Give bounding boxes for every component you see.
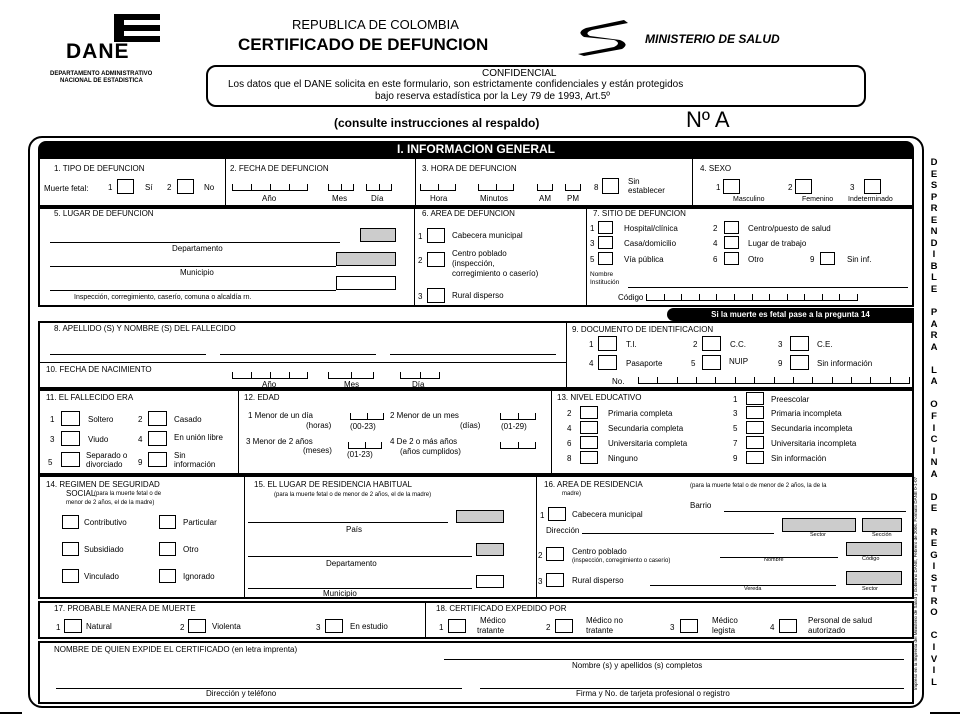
q7-n6: 6 xyxy=(713,255,718,264)
q13-n4: 4 xyxy=(567,424,572,433)
q5-dept-label: Departamento xyxy=(172,244,223,253)
q12-label: 12. EDAD xyxy=(244,393,280,402)
q13-primary-complete-checkbox[interactable] xyxy=(580,406,598,419)
q11-divorced-checkbox[interactable] xyxy=(61,452,80,467)
q7-home-checkbox[interactable] xyxy=(598,236,613,249)
q19-label: NOMBRE DE QUIEN EXPIDE EL CERTIFICADO (en letra imprenta) xyxy=(54,645,298,654)
q4-label: 4. SEXO xyxy=(700,164,732,173)
q16-section-label: Sección xyxy=(872,532,892,538)
q7-hospital-checkbox[interactable] xyxy=(598,221,613,234)
q13-o6: Universitaria completa xyxy=(608,439,688,448)
q16-sector-code[interactable] xyxy=(782,518,856,532)
q6-o1: Cabecera municipal xyxy=(452,231,523,240)
q13-n8: 8 xyxy=(567,454,572,463)
q2-day-label: Día xyxy=(371,194,384,203)
q5-dept-code[interactable] xyxy=(360,228,396,242)
q11-o9a: Sin xyxy=(174,451,186,460)
q3-hour-label: Hora xyxy=(430,194,448,203)
dane-logo xyxy=(64,14,174,74)
q17-n2: 2 xyxy=(180,623,185,632)
q13-n2: 2 xyxy=(567,409,572,418)
q13-secondary-complete-checkbox[interactable] xyxy=(580,421,598,434)
q3-unknown-checkbox[interactable] xyxy=(602,178,619,194)
q2-day-field[interactable] xyxy=(366,181,392,191)
q13-o9: Sin información xyxy=(771,454,827,463)
q7-n5: 5 xyxy=(590,255,595,264)
q7-o1: Hospital/clínica xyxy=(624,224,678,233)
q11-n1: 1 xyxy=(50,415,55,424)
q9-o3: C.E. xyxy=(817,340,833,349)
q11-widowed-checkbox[interactable] xyxy=(61,431,80,446)
q6-o3: Rural disperso xyxy=(452,291,504,300)
q5-label: 5. LUGAR DE DEFUNCION xyxy=(54,209,154,218)
q5-mun-label: Municipio xyxy=(180,268,214,277)
q2-year-label: Año xyxy=(262,194,277,203)
q15-dept-label: Departamento xyxy=(326,559,377,568)
q15-country-code[interactable] xyxy=(456,510,504,523)
q11-single-checkbox[interactable] xyxy=(61,411,80,426)
q18-o4b: autorizado xyxy=(808,626,846,635)
q4-n2: 2 xyxy=(788,183,793,192)
fetal-note: Si la muerte es fetal pase a la pregunta 14 xyxy=(667,308,914,321)
q11-no-info-checkbox[interactable] xyxy=(148,452,167,467)
q6-rural-checkbox[interactable] xyxy=(427,288,445,303)
q4-male-checkbox[interactable] xyxy=(723,179,740,194)
q6-o2a: Centro poblado xyxy=(452,249,507,258)
q13-n3: 3 xyxy=(733,409,738,418)
q18-authorized-checkbox[interactable] xyxy=(779,619,797,633)
q16-n2: 2 xyxy=(538,551,543,560)
q9-number-field[interactable] xyxy=(638,374,910,384)
q7-o2: Centro/puesto de salud xyxy=(748,224,831,233)
q11-married-checkbox[interactable] xyxy=(148,411,167,426)
q16-nombre-label: Nombre xyxy=(764,557,784,563)
q7-o6: Otro xyxy=(748,255,764,264)
q13-o5: Secundaria incompleta xyxy=(771,424,853,433)
q9-ce-checkbox[interactable] xyxy=(790,336,809,351)
q14-subsidized-checkbox[interactable] xyxy=(62,542,79,556)
q11-free-union-checkbox[interactable] xyxy=(148,431,167,446)
q9-o5: NUIP xyxy=(729,357,749,366)
q6-o2c: corregimiento o caserío) xyxy=(452,269,539,278)
q14-o1: Contributivo xyxy=(84,518,127,527)
q9-o2: C.C. xyxy=(730,340,746,349)
q11-o5b: divorciado xyxy=(86,460,123,469)
q13-n9: 9 xyxy=(733,454,738,463)
q16-note1: (para la muerte fetal o de menor de 2 años, la de la xyxy=(690,483,827,489)
q16-label: 16. AREA DE RESIDENCIA xyxy=(544,480,643,489)
q12-a3b: (meses) xyxy=(303,446,332,455)
q13-primary-incomplete-checkbox[interactable] xyxy=(746,406,764,419)
q10-month-label: Mes xyxy=(344,380,360,389)
q11-o9b: información xyxy=(174,460,216,469)
q7-health-center-checkbox[interactable] xyxy=(724,221,739,234)
q7-o4: Lugar de trabajo xyxy=(748,239,807,248)
q10-year-field[interactable] xyxy=(232,369,308,379)
q6-o2b: (inspección, xyxy=(452,259,495,268)
q13-university-complete-checkbox[interactable] xyxy=(580,436,598,449)
q7-n4: 4 xyxy=(713,239,718,248)
q13-o7: Universitaria incompleta xyxy=(771,439,857,448)
q2-label: 2. FECHA DE DEFUNCION xyxy=(230,164,329,173)
q6-urban-checkbox[interactable] xyxy=(427,228,445,243)
q18-treating-checkbox[interactable] xyxy=(448,619,466,633)
q11-n4: 4 xyxy=(138,435,143,444)
section-title: I. INFORMACION GENERAL xyxy=(38,141,914,157)
q9-n9: 9 xyxy=(778,359,783,368)
q1-opt2: No xyxy=(204,183,215,192)
q18-n4: 4 xyxy=(770,623,775,632)
q7-n3: 3 xyxy=(590,239,595,248)
q13-o2: Primaria completa xyxy=(608,409,673,418)
q1-opt2-num: 2 xyxy=(167,183,172,192)
q1-opt1: Sí xyxy=(145,183,153,192)
instructions-note: (consulte instrucciones al respaldo) xyxy=(334,116,540,130)
q18-n2: 2 xyxy=(546,623,551,632)
q13-preschool-checkbox[interactable] xyxy=(746,392,764,405)
q18-n1: 1 xyxy=(439,623,444,632)
q18-o1a: Médico xyxy=(480,616,506,625)
q16-o1: Cabecera municipal xyxy=(572,510,643,519)
q1-label: 1. TIPO DE DEFUNCION xyxy=(54,164,145,173)
q18-o1b: tratante xyxy=(477,626,505,635)
q7-no-info-checkbox[interactable] xyxy=(820,252,835,265)
q11-n2: 2 xyxy=(138,415,143,424)
q18-o3a: Médico xyxy=(712,616,738,625)
q9-nuip-checkbox[interactable] xyxy=(702,355,721,370)
q7-n2: 2 xyxy=(713,224,718,233)
q10-month-field[interactable] xyxy=(328,369,374,379)
q14-private-checkbox[interactable] xyxy=(159,515,176,529)
q4-female-checkbox[interactable] xyxy=(795,179,812,194)
q14-o2: Particular xyxy=(183,518,217,527)
q7-n9: 9 xyxy=(810,255,815,264)
q3-opt-line1: Sin xyxy=(628,177,640,186)
q17-label: 17. PROBABLE MANERA DE MUERTE xyxy=(54,604,196,613)
q15-dept-code[interactable] xyxy=(476,543,504,556)
q7-o3: Casa/domicilio xyxy=(624,239,677,248)
q9-o4: Pasaporte xyxy=(626,359,663,368)
q4-o1: Masculino xyxy=(733,196,765,203)
q8-label: 8. APELLIDO (S) Y NOMBRE (S) DEL FALLECIDO xyxy=(54,324,236,333)
q9-o9: Sin información xyxy=(817,359,873,368)
q2-year-field[interactable] xyxy=(232,181,308,191)
ministry-logo-icon xyxy=(574,16,630,58)
q12-months-field[interactable] xyxy=(348,439,382,449)
q9-ti-checkbox[interactable] xyxy=(598,336,617,351)
q1-opt1-num: 1 xyxy=(108,183,113,192)
q7-inst2: Institución xyxy=(590,279,620,286)
q14-o6: Ignorado xyxy=(183,572,215,581)
q14-o3: Subsidiado xyxy=(84,545,124,554)
q9-o1: T.I. xyxy=(626,340,637,349)
q7-o5: Vía pública xyxy=(624,255,664,264)
q5-inspection-code[interactable] xyxy=(336,276,396,290)
q11-n3: 3 xyxy=(50,435,55,444)
q14-note1: (para la muerte fetal o de xyxy=(94,491,162,497)
q9-n4: 4 xyxy=(589,359,594,368)
q16-rural-sector-code[interactable] xyxy=(846,571,902,585)
q18-nontreating-checkbox[interactable] xyxy=(555,619,573,633)
q12-a1: 1 Menor de un día xyxy=(248,411,313,420)
q16-o2b: (inspección, corregimiento o caserío) xyxy=(572,558,671,564)
q7-street-checkbox[interactable] xyxy=(598,252,613,265)
q9-cc-checkbox[interactable] xyxy=(702,336,721,351)
q9-no-info-checkbox[interactable] xyxy=(790,355,809,370)
q13-o3: Primaria incompleta xyxy=(771,409,842,418)
q3-opt-num: 8 xyxy=(594,183,599,192)
q14-o4: Otro xyxy=(183,545,199,554)
side-vertical-text: D E S P R E N D I B L E P A R A L A O F I C I N A D E R E G I S T R O C I V I L xyxy=(930,157,938,688)
confidential-line1: Los datos que el DANE solicita en este formulario, son estrictamente confidenciales y están protegidos xyxy=(228,79,684,90)
q13-none-checkbox[interactable] xyxy=(580,451,598,464)
q16-note2: madre) xyxy=(562,491,582,497)
q18-o3b: legista xyxy=(712,626,736,635)
q6-village-checkbox[interactable] xyxy=(427,252,445,267)
q12-hours-field[interactable] xyxy=(350,410,384,420)
q9-n3: 3 xyxy=(778,340,783,349)
q11-o1: Soltero xyxy=(88,415,114,424)
q2-month-field[interactable] xyxy=(328,181,354,191)
q9-label: 9. DOCUMENTO DE IDENTIFICACION xyxy=(572,325,714,334)
q3-minutes-field[interactable] xyxy=(478,181,514,191)
q14-ignored-checkbox[interactable] xyxy=(159,569,176,583)
q3-label: 3. HORA DE DEFUNCION xyxy=(422,164,517,173)
q16-n3: 3 xyxy=(538,577,543,586)
q12-a1b: (horas) xyxy=(306,421,332,430)
q7-code-label: Código xyxy=(618,293,644,302)
q10-year-label: Año xyxy=(262,380,277,389)
q16-dir-label: Dirección xyxy=(546,526,580,535)
q18-legist-checkbox[interactable] xyxy=(680,619,698,633)
q14-note2: menor de 2 años, el de la madre) xyxy=(66,500,155,506)
q5-mun-code[interactable] xyxy=(336,252,396,266)
q3-opt-line2: establecer xyxy=(628,186,665,195)
q13-label: 13. NIVEL EDUCATIVO xyxy=(557,393,642,402)
q12-a3: 3 Menor de 2 años xyxy=(246,437,313,446)
q16-urban-checkbox[interactable] xyxy=(548,507,566,521)
q12-years-field[interactable] xyxy=(500,439,536,449)
q12-a2b: (días) xyxy=(460,421,481,430)
q7-label: 7. SITIO DE DEFUNCION xyxy=(593,209,686,218)
q7-code-field[interactable] xyxy=(646,291,858,301)
q18-label: 18. CERTIFICADO EXPEDIDO POR xyxy=(436,604,567,613)
q7-workplace-checkbox[interactable] xyxy=(724,236,739,249)
q19-address-label: Dirección y teléfono xyxy=(206,689,277,698)
dane-dept-line1: DEPARTAMENTO ADMINISTRATIVO xyxy=(50,71,153,77)
q6-label: 6. AREA DE DEFUNCION xyxy=(422,209,515,218)
q12-a2c: (01-29) xyxy=(501,422,527,431)
dane-dept-line2: NACIONAL DE ESTADISTICA xyxy=(60,78,143,84)
q7-inst1: Nombre xyxy=(590,271,614,278)
q9-passport-checkbox[interactable] xyxy=(598,355,617,370)
q9-n2: 2 xyxy=(693,340,698,349)
q16-rural-checkbox[interactable] xyxy=(546,573,564,587)
q3-pm-label: PM xyxy=(567,194,579,203)
q16-o3: Rural disperso xyxy=(572,576,624,585)
confidential-line2: bajo reserva estadística por la Ley 79 de 1993, Art.5º xyxy=(375,91,610,102)
q13-n7: 7 xyxy=(733,439,738,448)
q12-days-field[interactable] xyxy=(500,410,536,420)
q17-o1: Natural xyxy=(86,622,112,631)
q9-n1: 1 xyxy=(589,340,594,349)
q3-am-label: AM xyxy=(539,194,551,203)
q1-prefix: Muerte fetal: xyxy=(44,184,89,193)
q12-a4b: (años cumplidos) xyxy=(400,447,461,456)
q3-minutes-label: Minutos xyxy=(480,194,509,203)
q16-sector-label: Sector xyxy=(810,532,826,538)
q18-o2b: tratante xyxy=(586,626,614,635)
q10-day-field[interactable] xyxy=(400,369,440,379)
q16-village-code[interactable] xyxy=(846,542,902,556)
q13-o1: Preescolar xyxy=(771,395,810,404)
q17-o2: Violenta xyxy=(212,622,241,631)
q18-o4a: Personal de salud xyxy=(808,616,873,625)
q13-no-info-checkbox[interactable] xyxy=(746,451,764,464)
q2-month-label: Mes xyxy=(332,194,348,203)
q7-o9: Sin inf. xyxy=(847,255,872,264)
q16-codigo-label: Código xyxy=(862,556,880,562)
dane-logo-text: DANE xyxy=(66,40,130,63)
q13-o4: Secundaria completa xyxy=(608,424,684,433)
q15-label: 15. EL LUGAR DE RESIDENCIA HABITUAL xyxy=(254,480,412,489)
q11-o3: Viudo xyxy=(88,435,109,444)
q9-n5: 5 xyxy=(691,359,696,368)
q6-n1: 1 xyxy=(418,232,423,241)
q10-day-label: Día xyxy=(412,380,425,389)
q14-label1: 14. REGIMEN DE SEGURIDAD xyxy=(46,480,160,489)
q13-n1: 1 xyxy=(733,395,738,404)
q17-violent-checkbox[interactable] xyxy=(188,619,206,633)
q16-section-code[interactable] xyxy=(862,518,902,532)
q17-natural-checkbox[interactable] xyxy=(64,619,82,633)
q14-o5: Vinculado xyxy=(84,572,119,581)
q3-pm-checkbox[interactable] xyxy=(565,181,581,191)
certificate-title: CERTIFICADO DE DEFUNCION xyxy=(238,35,489,54)
q4-n1: 1 xyxy=(716,183,721,192)
q15-mun-label: Municipio xyxy=(323,589,357,598)
q11-n9: 9 xyxy=(138,458,143,467)
q17-study-checkbox[interactable] xyxy=(325,619,343,633)
q7-other-checkbox[interactable] xyxy=(724,252,739,265)
q9-no-label: No. xyxy=(612,377,625,386)
q1-yes-checkbox[interactable] xyxy=(117,179,134,194)
q19-names-label: Nombre (s) y apellidos (s) completos xyxy=(572,661,703,670)
q17-n3: 3 xyxy=(316,623,321,632)
q4-o2: Femenino xyxy=(802,196,834,203)
q16-village-checkbox[interactable] xyxy=(546,547,564,561)
q3-hour-field[interactable] xyxy=(420,181,456,191)
q11-label: 11. EL FALLECIDO ERA xyxy=(46,393,134,402)
q12-a4: 4 De 2 o más años xyxy=(390,437,458,446)
ministry-name: MINISTERIO DE SALUD xyxy=(645,32,780,46)
q1-no-checkbox[interactable] xyxy=(177,179,194,194)
q4-indeterminate-checkbox[interactable] xyxy=(864,179,881,194)
q16-o2: Centro poblado xyxy=(572,547,627,556)
q18-n3: 3 xyxy=(670,623,675,632)
q16-vereda-label: Vereda xyxy=(744,586,762,592)
q11-n5: 5 xyxy=(48,458,53,467)
q4-o3: Indeterminado xyxy=(848,196,893,203)
q13-university-incomplete-checkbox[interactable] xyxy=(746,436,764,449)
q13-n5: 5 xyxy=(733,424,738,433)
q11-o5a: Separado o xyxy=(86,451,128,460)
q13-secondary-incomplete-checkbox[interactable] xyxy=(746,421,764,434)
q12-a3c: (01-23) xyxy=(347,450,373,459)
q12-a2: 2 Menor de un mes xyxy=(390,411,459,420)
q13-o8: Ninguno xyxy=(608,454,638,463)
q11-o4: En unión libre xyxy=(174,433,223,442)
q13-n6: 6 xyxy=(567,439,572,448)
q12-a1c: (00-23) xyxy=(350,422,376,431)
q3-am-checkbox[interactable] xyxy=(537,181,553,191)
q16-barrio-label: Barrio xyxy=(690,501,712,510)
q7-n1: 1 xyxy=(590,224,595,233)
q15-mun-code[interactable] xyxy=(476,575,504,588)
q11-o2: Casado xyxy=(174,415,202,424)
q10-label: 10. FECHA DE NACIMIENTO xyxy=(46,365,152,374)
confidential-title: CONFIDENCIAL xyxy=(482,68,557,79)
q14-contributive-checkbox[interactable] xyxy=(62,515,79,529)
q18-o2a: Médico no xyxy=(586,616,623,625)
q6-n3: 3 xyxy=(418,292,423,301)
q6-n2: 2 xyxy=(418,256,423,265)
q17-o3: En estudio xyxy=(350,622,388,631)
q4-n3: 3 xyxy=(850,183,855,192)
side-print-code: Impreso en la Imprenta del Ministerio de Salud y Gobierno DANE, Febrero de 2006. Formato DANE 0-1-07 xyxy=(913,476,918,690)
q15-note: (para la muerte fetal o de menor de 2 años, el de la madre) xyxy=(274,492,432,498)
q16-n1: 1 xyxy=(540,511,545,520)
q17-n1: 1 xyxy=(56,623,61,632)
q16-sector2-label: Sector xyxy=(862,586,878,592)
certificate-number-label: Nº A xyxy=(686,107,730,132)
q5-footer: Inspección, corregimiento, caserío, comuna o alcaldía rn. xyxy=(74,294,252,301)
q14-label2: SOCIAL xyxy=(66,489,96,498)
republic-title: REPUBLICA DE COLOMBIA xyxy=(292,17,459,32)
q14-other-checkbox[interactable] xyxy=(159,542,176,556)
q19-signature-label: Firma y No. de tarjeta profesional o registro xyxy=(576,689,730,698)
q14-linked-checkbox[interactable] xyxy=(62,569,79,583)
q15-country-label: País xyxy=(346,525,363,534)
